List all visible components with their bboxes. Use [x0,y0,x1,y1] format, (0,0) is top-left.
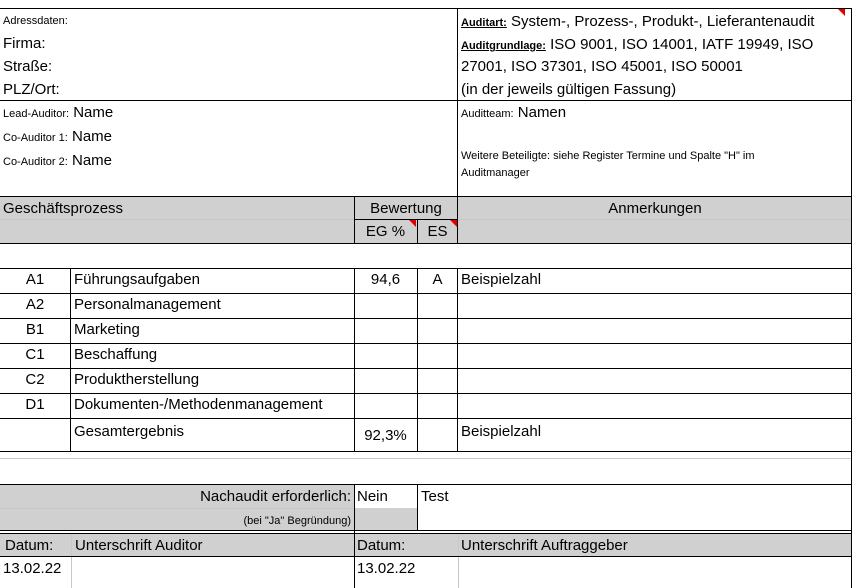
row-name: Führungsaufgaben [74,271,200,288]
address-heading: Adressdaten: [3,15,68,27]
auditgrundlage-value-1: ISO 9001, ISO 14001, IATF 19949, ISO [550,36,814,53]
auditteam-value: Namen [517,104,567,121]
nachaudit-sub: (bei "Ja" Begründung) [243,515,351,527]
row-eg: 94,6 [370,271,401,288]
row-code: A2 [25,296,45,313]
co-auditor-2 [3,151,112,172]
row-separator [0,318,852,319]
comment-marker-icon[interactable] [838,9,845,16]
row-separator [0,393,852,394]
weitere-beteiligte: Weitere Beteiligte: siehe Register Termine und Spalte "H" im [461,150,755,162]
nachaudit-label: Nachaudit erforderlich: [200,488,351,505]
row-code: C1 [25,346,45,363]
co-auditor-2-label: Co-Auditor 2: [3,156,68,168]
date-value-1[interactable]: 13.02.22 [3,560,62,577]
firma-label: Firma: [3,35,46,52]
row-name: Beschaffung [74,346,158,363]
co-auditor-1 [3,127,112,148]
row-code: A1 [25,271,45,288]
row-name: Personalmanagement [74,296,221,313]
co-auditor-1-label: Co-Auditor 1: [3,132,68,144]
header-es: ES [427,223,448,240]
co-auditor-1-name: Name [71,128,112,145]
signature-auftraggeber-label: Unterschrift Auftraggeber [461,537,628,554]
nachaudit-reason[interactable]: Test [421,488,449,505]
auditgrundlage [461,35,813,56]
row-es: A [432,271,443,288]
datum-label-1: Datum: [5,537,54,554]
plz-label: PLZ/Ort: [3,81,60,98]
total-note: Beispielzahl [461,423,542,440]
auditgrundlage-value-2: 27001, ISO 37301, ISO 45001, ISO 50001 [461,58,743,75]
nachaudit-band-2 [354,508,417,530]
row-separator [0,418,852,419]
header-geschaeftsprozess: Geschäftsprozess [3,200,124,217]
row-name: Marketing [74,321,140,338]
co-auditor-2-name: Name [71,152,112,169]
auditart [461,12,814,33]
row-code: C2 [25,371,45,388]
datum-label-2: Datum: [357,537,406,554]
nachaudit-value[interactable]: Nein [357,488,388,505]
row-separator [0,368,852,369]
lead-auditor-name: Name [73,104,114,121]
total-label: Gesamtergebnis [74,423,185,440]
comment-marker-icon[interactable] [409,220,416,227]
lead-auditor [3,103,113,124]
row-name: Dokumenten-/Methodenmanagement [74,396,323,413]
comment-marker-icon[interactable] [450,220,457,227]
signature-auditor-label: Unterschrift Auditor [75,537,203,554]
auditteam [461,103,566,124]
total-eg: 92,3% [364,427,407,444]
lead-auditor-label: Lead-Auditor: [3,108,70,120]
row-note: Beispielzahl [461,271,542,288]
row-name: Produktherstellung [74,371,200,388]
auditart-label: Auditart: [461,17,507,29]
row-code: B1 [25,321,45,338]
header-eg: EG % [365,223,406,240]
header-bewertung: Bewertung [370,200,442,217]
strasse-label: Straße: [3,58,53,75]
header-anmerkungen: Anmerkungen [608,200,702,217]
row-code: D1 [25,396,45,413]
weitere-beteiligte-2: Auditmanager [461,167,530,179]
auditart-value: System-, Prozess-, Produkt-, Lieferantenaudit [511,13,815,30]
row-separator [0,293,852,294]
row-separator [0,343,852,344]
date-value-2[interactable]: 13.02.22 [357,560,416,577]
auditgrundlage-value-3: (in der jeweils gültigen Fassung) [461,81,677,98]
auditteam-label: Auditteam: [461,108,514,120]
auditgrundlage-label: Auditgrundlage: [461,40,546,52]
